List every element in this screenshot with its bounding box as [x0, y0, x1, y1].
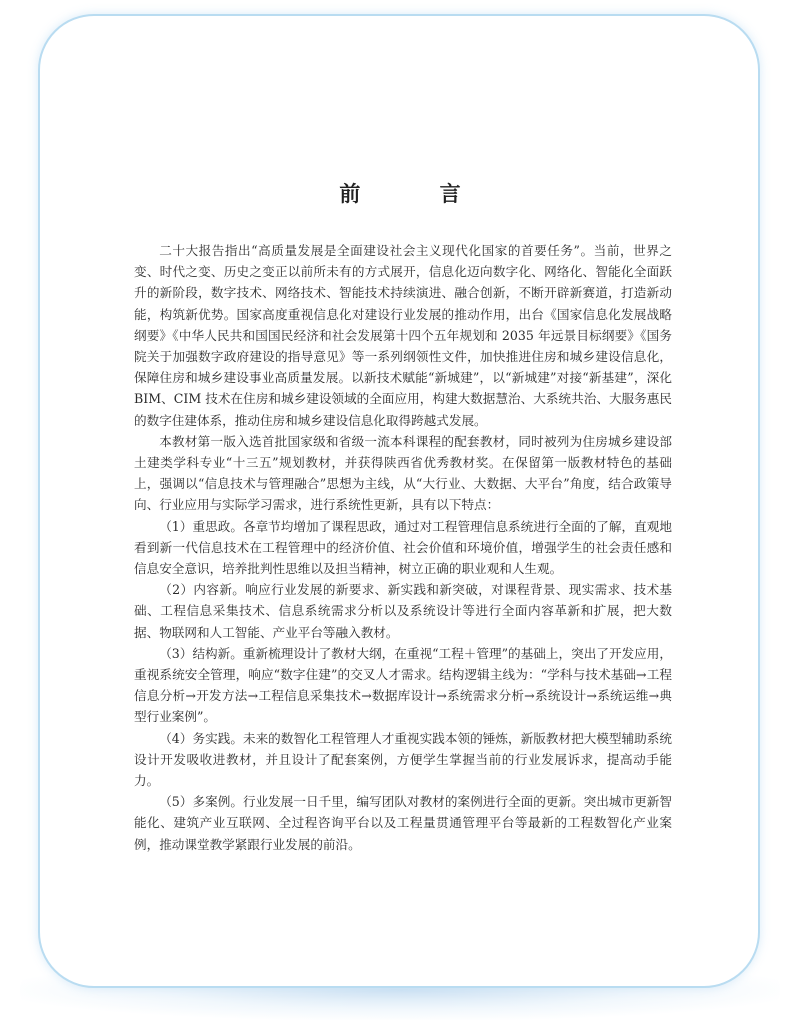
paragraph-feature-4: （4）务实践。未来的数智化工程管理人才重视实践本领的锤炼，新版教材把大模型辅助系统设计开发吸收进教材，并且设计了配套案例，方便学生掌握当前的行业发展诉求，提高动手能力。: [134, 730, 672, 789]
preface-body: [134, 240, 672, 855]
paragraph-feature-2: （2）内容新。响应行业发展的新要求、新实践和新突破，对课程背景、现实需求、技术基础、工程信息采集技术、信息系统需求分析以及系统设计等进行全面内容革新和扩展，把大数据、物联网和人工智能、产业平台等融入教材。: [134, 582, 672, 640]
paragraph-feature-1: （1）重思政。各章节均增加了课程思政，通过对工程管理信息系统进行全面的了解，直观地看到新一代信息技术在工程管理中的经济价值、社会价值和环境价值，增强学生的社会责任感和信息安全意识，培养批判性思维以及担当精神，树立正确的职业观和人生观。: [134, 518, 672, 577]
paragraph-edition: 本教材第一版入选首批国家级和省级一流本科课程的配套教材，同时被列为住房城乡建设部土建类学科专业“十三五”规划教材，并获得陕西省优秀教材奖。在保留第一版教材特色的基础上，强调以“信息技术与管理融合”思想为主线，从“大行业、大数据、大平台”角度，结合政策导向、行业应用与实际学习需求，进行系统性更新，具有以下特点：: [134, 433, 672, 513]
paragraph-feature-5: （5）多案例。行业发展一日千里，编写团队对教材的案例进行全面的更新。突出城市更新智能化、建筑产业互联网、全过程咨询平台以及工程量贯通管理平台等最新的工程数智化产业案例，推动课堂教学紧跟行业发展的前沿。: [134, 794, 672, 852]
paragraph-feature-3: （3）结构新。重新梳理设计了教材大纲，在重视“工程＋管理”的基础上，突出了开发应用，重视系统安全管理，响应“数字住建”的交叉人才需求。结构逻辑主线为：“学科与技术基础→工程信息分析→开发方法→工程信息采集技术→数据库设计→系统需求分析→系统设计→系统运维→典型行业案例”。: [134, 645, 672, 725]
paragraph-intro: 二十大报告指出“高质量发展是全面建设社会主义现代化国家的首要任务”。当前，世界之变、时代之变、历史之变正以前所未有的方式展开，信息化迈向数字化、网络化、智能化全面跃升的新阶段，数字技术、网络技术、智能技术持续演进、融合创新，不断开辟新赛道，打造新动能，构筑新优势。国家高度重视信息化对建设行业发展的推动作用，出台《国家信息化发展战略纲要》《中华人民共和国国民经济和社会发展第十四个五年规划和 2035 年远景目标纲要》《国务院关于加强数字政府建设的指导意见》等一系列纲领性文件，加快推进住房和城乡建设信息化，保障住房和城乡建设事业高质量发展。以新技术赋能“新城建”，以“新城建”对接“新基建”，深化 BIM、CIM 技术在住房和城乡建设领域的全面应用，构建大数据慧治、大系统共治、大服务惠民的数字住建体系，推动住房和城乡建设信息化取得跨越式发展。: [134, 243, 672, 428]
page-title: 前 言: [339, 181, 497, 206]
